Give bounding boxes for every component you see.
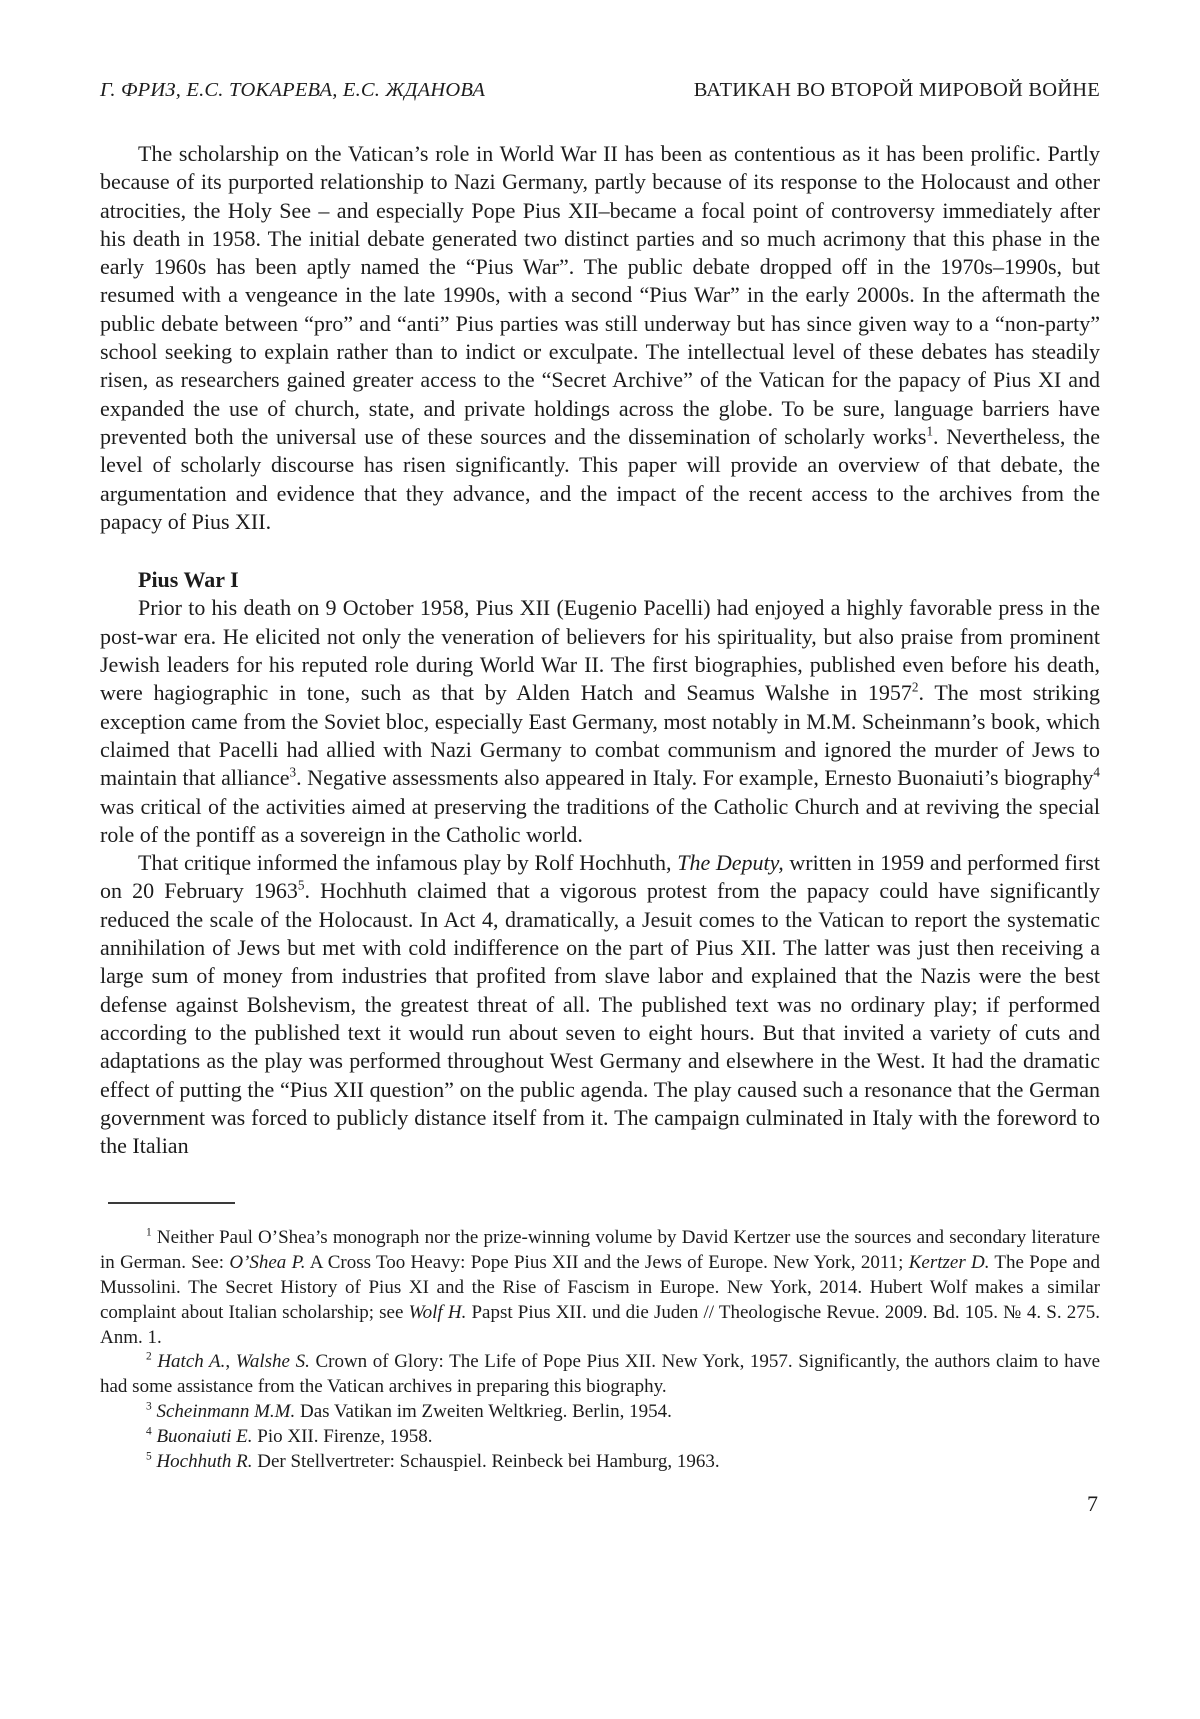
- footnote-2: $^2$ Hatch A., Walshe S. Crown of Glory: The Life of Pope Pius XII. New York, 1957. Significantly, the authors claim to have had some assistance from the Vatican archives in preparing this biography.: [100, 1351, 1101, 1398]
- footnote-1: $^1$ Neither Paul O’Shea’s monograph nor the prize-winning volume by David Kertzer use the sources and secondary literature in German. See: O’Shea P. A Cross Too Heavy: Pope Pius XII and the Jews of Europe. New York, 2011; Kertzer D. The Pope and Mussolini. The Secret History of Pius XI and the Rise of Fascism in Europe. New York, 2014. Hubert Wolf makes a similar complaint about Italian scholarship; see Wolf H. Papst Pius XII. und die Juden // Theologische Revue. 2009. Bd. 105. № 4. S. 275. Anm. 1.: [100, 1227, 1100, 1348]
- footnote-3: $^3$ Scheinmann M.M. Das Vatikan im Zweiten Weltkrieg. Berlin, 1954.: [146, 1400, 672, 1422]
- footnotes-section: [100, 1226, 1100, 1474]
- footnote-5: $^5$ Hochhuth R. Der Stellvertreter: Schauspiel. Reinbeck bei Hamburg, 1963.: [146, 1450, 720, 1472]
- paragraph-intro: The scholarship on the Vatican’s role in World War II has been as contentious as it has been prolific. Partly because of its purported relationship to Nazi Germany, partly because of its response to the Holocaust and other atrocities, the Holy See – and especially Pope Pius XII–became a focal point of controversy immediately after his death in 1958. The initial debate generated two distinct parties and so much acrimony that this phase in the early 1960s has been aptly named the “Pius War”. The public debate dropped off in the 1970s–1990s, but resumed with a vengeance in the late 1990s, with a second “Pius War” in the early 2000s. In the aftermath the public debate between “pro” and “anti” Pius parties was still underway but has since given way to a “non-party” school seeking to explain rather than to indict or exculpate. The intellectual level of these debates has steadily risen, as researchers gained greater access to the “Secret Archive” of the Vatican for the papacy of Pius XI and expanded the use of church, state, and private holdings across the globe. To be sure, language barriers have prevented both the universal use of these sources and the dissemination of scholarly works$^1$. Nevertheless, the level of scholarly discourse has risen significantly. This paper will provide an overview of that debate, the argumentation and evidence that they advance, and the impact of the recent access to the archives from the papacy of Pius XII.: [100, 141, 1101, 534]
- section-heading: Pius War I: [138, 567, 239, 593]
- header-running-title: ВАТИКАН ВО ВТОРОЙ МИРОВОЙ ВОЙНЕ: [693, 79, 1100, 101]
- running-header: [100, 78, 1100, 102]
- paragraph-hochhuth: That critique informed the infamous play by Rolf Hochhuth, The Deputy, written in 1959 and performed first on 20 February 1963$^5$. Hochhuth claimed that a vigorous protest from the papacy could have significantly reduced the scale of the Holocaust. In Act 4, dramatically, a Jesuit comes to the Vatican to report the systematic annihilation of Jews but met with cold indifference on the part of Pius XII. The latter was just then receiving a large sum of money from industries that profited from slave labor and explained that the Nazis were the best defense against Bolshevism, the greatest threat of all. The published text was no ordinary play; if performed according to the published text it would run about seven to eight hours. But that invited a variety of cuts and adaptations as the play was performed throughout West Germany and elsewhere in the West. It had the dramatic effect of putting the “Pius XII question” on the public agenda. The play caused such a resonance that the German government was forced to publicly distance itself from it. The campaign culminated in Italy with the foreword to the Italian: [100, 850, 1100, 1159]
- paragraph-pius-war-1: Prior to his death on 9 October 1958, Pius XII (Eugenio Pacelli) had enjoyed a highly favorable press in the post-war era. He elicited not only the veneration of believers for his spirituality, but also praise from prominent Jewish leaders for his reputed role during World War II. The first biographies, published even before his death, were hagiographic in tone, such as that by Alden Hatch and Seamus Walshe in 1957$^2$. The most striking exception came from the Soviet bloc, especially East Germany, most notably in M.M. Scheinmann’s book, which claimed that Pacelli had allied with Nazi Germany to combat communism and ignored the murder of Jews to maintain that alliance$^3$. Negative assessments also appeared in Italy. For example, Ernesto Buonaiuti’s biography$^4$ was critical of the activities aimed at preserving the traditions of the Catholic Church and at reviving the special role of the pontiff as a sovereign in the Catholic world.: [100, 595, 1100, 847]
- header-authors: Г. ФРИЗ, Е.С. ТОКАРЕВА, Е.С. ЖДАНОВА: [100, 79, 486, 101]
- article-body: [100, 140, 1100, 1160]
- footnote-separator: [108, 1202, 235, 1204]
- page-number: 7: [1087, 1491, 1098, 1517]
- footnote-4: $^4$ Buonaiuti E. Pio XII. Firenze, 1958.: [146, 1425, 433, 1447]
